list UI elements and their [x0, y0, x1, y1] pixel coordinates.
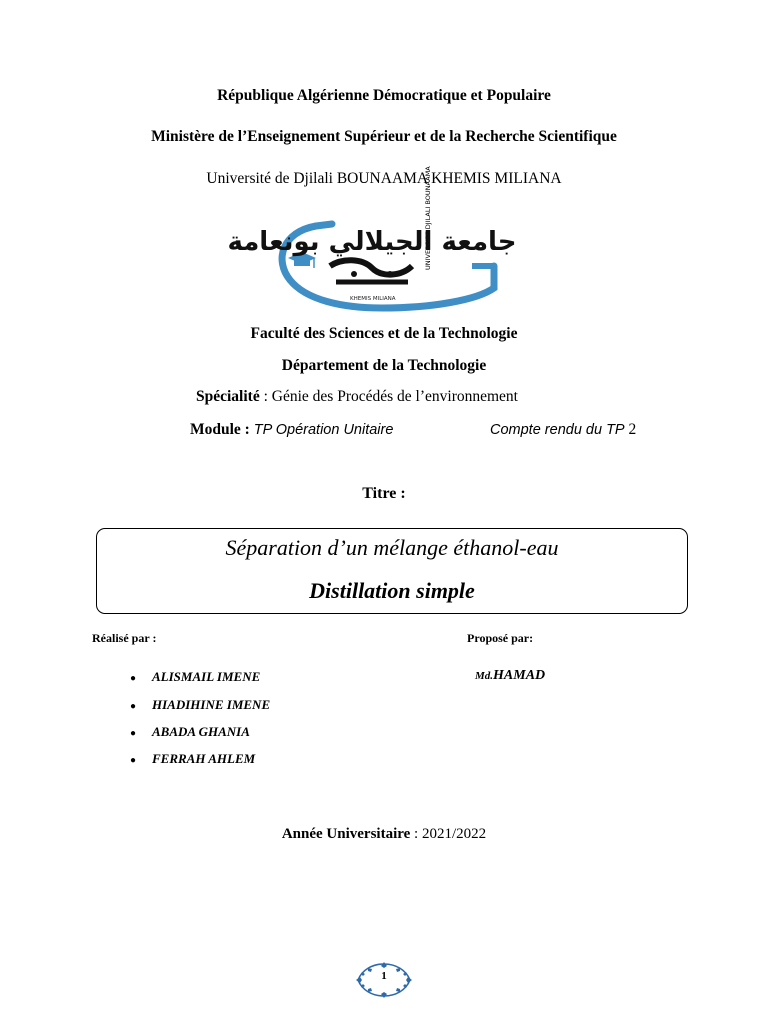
university-name: Université de Djilali BOUNAAMA KHEMIS MILIANA [206, 170, 562, 187]
bullet-icon: ● [130, 700, 137, 712]
report-number: 2 [628, 421, 637, 438]
student-list-item [130, 724, 250, 740]
academic-year-separator: : [410, 826, 422, 842]
module-value: TP Opération Unitaire [253, 422, 394, 438]
student-list-item [130, 669, 260, 685]
title-line-2: Distillation simple [309, 578, 475, 603]
title-line-1: Séparation d’un mélange éthanol-eau [225, 535, 559, 560]
title-label: Titre : [362, 485, 406, 502]
department-name: Département de la Technologie [281, 357, 487, 374]
svg-text:KHEMIS MILIANA: KHEMIS MILIANA [350, 296, 396, 302]
module-line [190, 421, 393, 439]
bullet-icon: ● [130, 672, 137, 684]
report-label: Compte rendu du TP [490, 422, 625, 438]
bullet-icon: ● [130, 727, 137, 739]
logo-arabic-calligraphy: جامعة الجيلالي بونعامة [227, 227, 517, 257]
student-name: FERRAH AHLEM [152, 751, 256, 766]
academic-year-value: 2021/2022 [421, 826, 487, 842]
supervisor-surname: HAMAD [493, 668, 546, 683]
republic-heading: République Algérienne Démocratique et Populaire [217, 87, 551, 104]
supervisor-prefix: Md. [475, 670, 494, 682]
realise-par-label: Réalisé par : [92, 631, 157, 645]
supervisor-name [475, 668, 545, 684]
page-number: 1 [381, 970, 387, 982]
student-list-item [130, 697, 270, 713]
speciality-label: Spécialité [196, 388, 260, 405]
academic-year-line [0, 826, 768, 843]
student-name: ABADA GHANIA [152, 724, 250, 739]
faculty-name: Faculté des Sciences et de la Technologie [250, 325, 518, 342]
student-name: HIADIHINE IMENE [152, 697, 271, 712]
speciality-line [196, 388, 518, 406]
report-line [490, 421, 636, 439]
svg-text:UNIVERSITE DJILALI BOUNAAMA: UNIVERSITE DJILALI BOUNAAMA [424, 166, 432, 270]
academic-year-label: Année Universitaire [281, 826, 411, 842]
module-label: Module : [190, 421, 250, 438]
student-name: ALISMAIL IMENE [152, 669, 261, 684]
ministry-heading: Ministère de l’Enseignement Supérieur et de la Recherche Scientifique [151, 128, 617, 145]
speciality-value: Génie des Procédés de l’environnement [271, 388, 518, 405]
propose-par-label: Proposé par: [467, 631, 534, 645]
student-list-item [130, 751, 255, 767]
bullet-icon: ● [130, 754, 137, 766]
speciality-separator: : [259, 388, 272, 405]
